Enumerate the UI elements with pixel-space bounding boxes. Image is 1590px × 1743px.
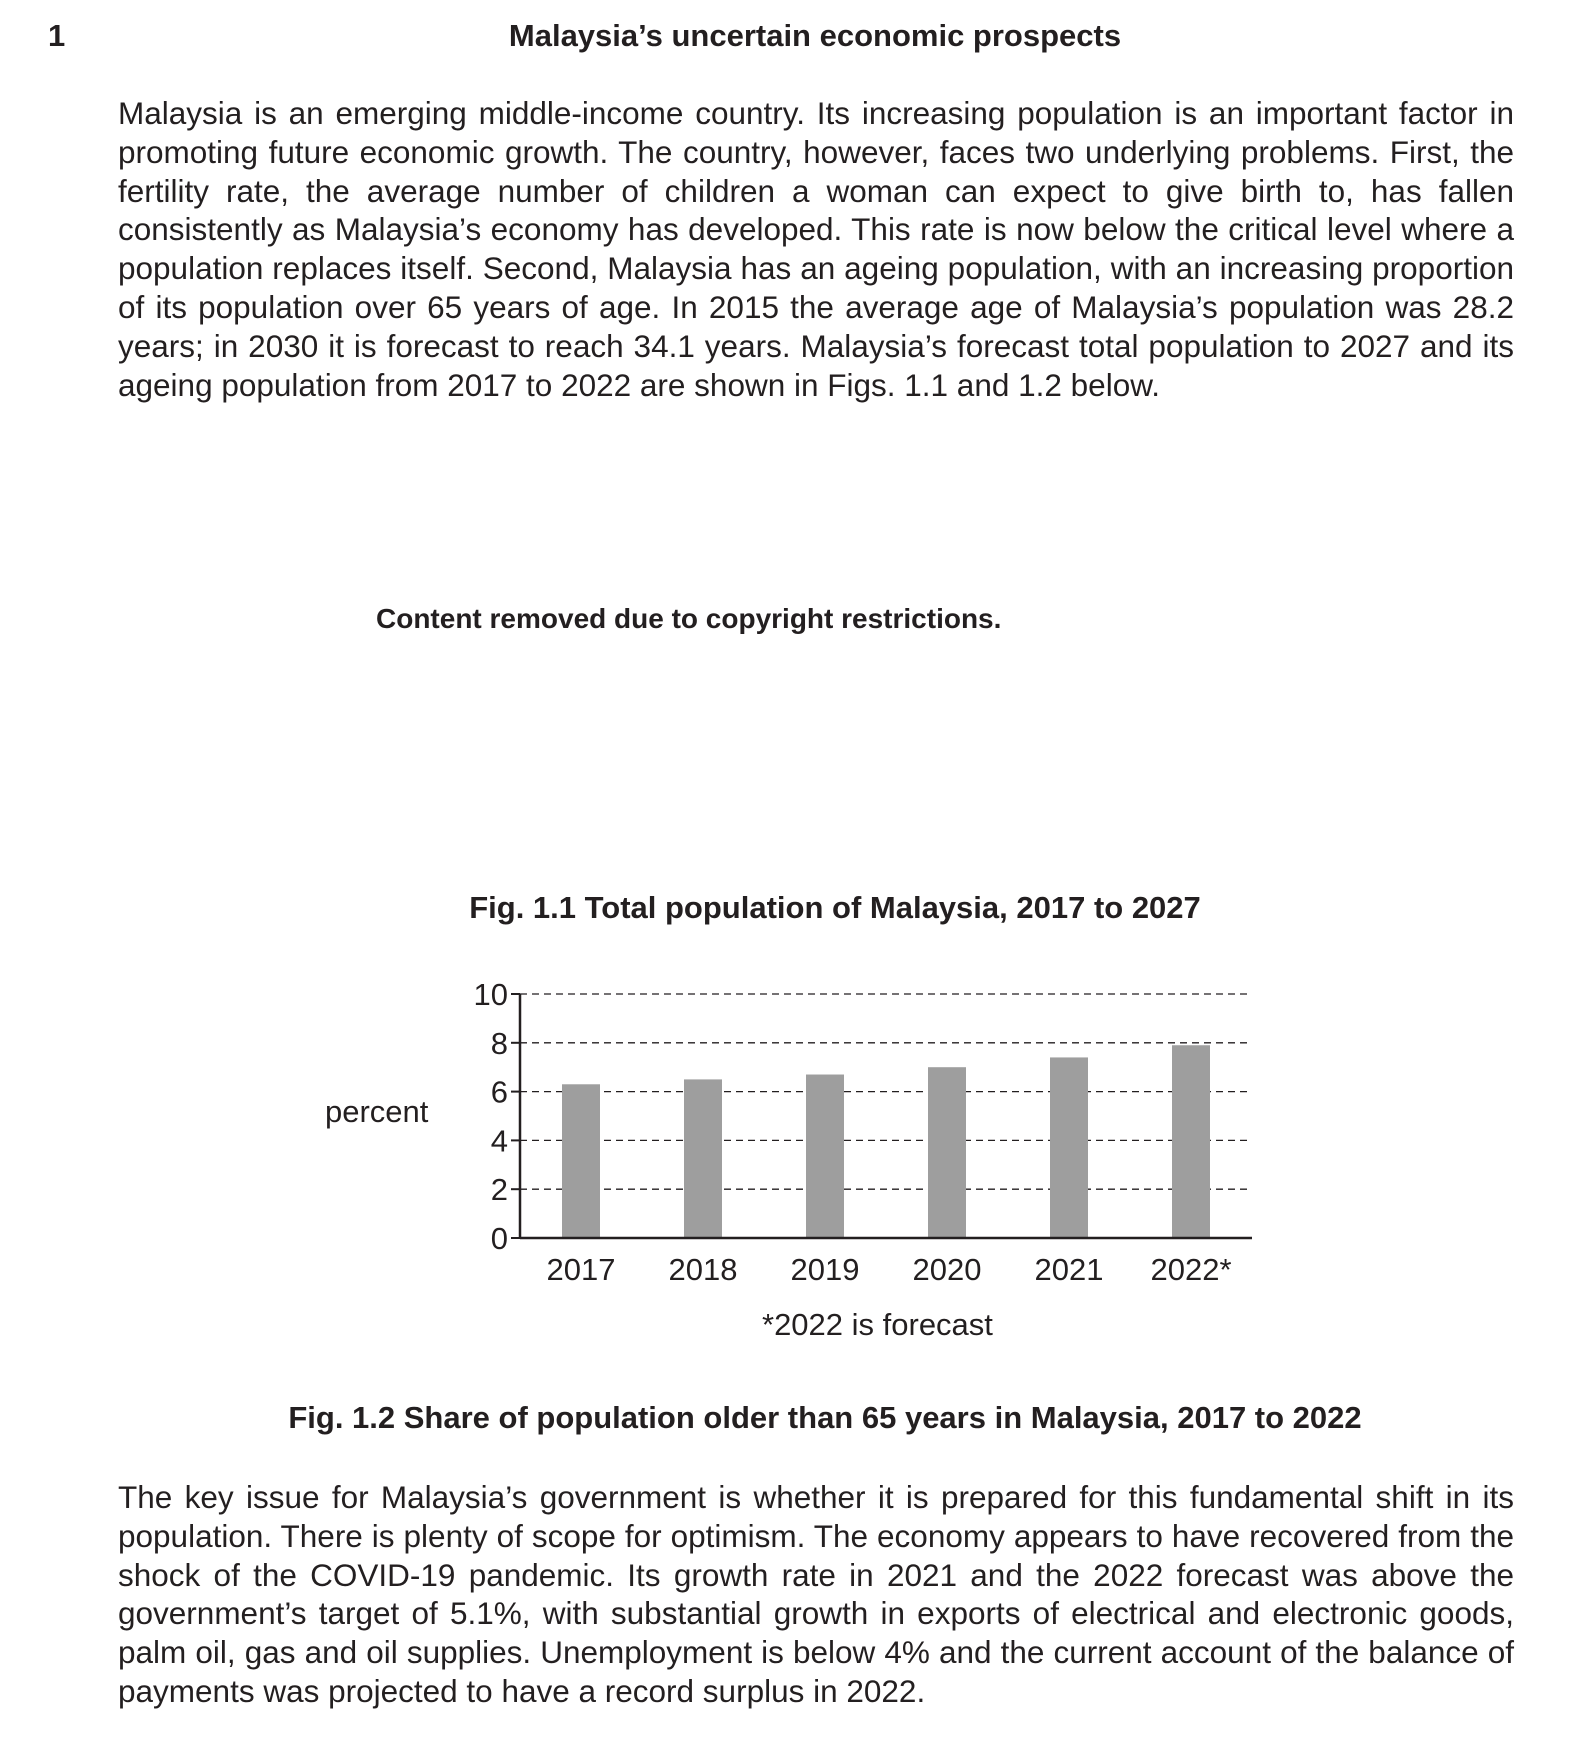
y-tick-label: 10 [473,977,508,1012]
x-tick-label: 2017 [546,1252,616,1287]
copyright-removed-notice: Content removed due to copyright restrictions. [376,603,1002,634]
conclusion-paragraph: The key issue for Malaysia’s government is whether it is prepared for this fundamental shift in its population. There is plenty of scope for optimism. The economy appears to have recovered from the shock of the COVID-19 pandemic. Its growth rate in 2021 and the 2022 forecast was above the government’s target of 5.1%, with substantial growth in exports of electrical and electronic goods, palm oil, gas and oil supplies. Unemployment is below 4% and the current account of the balance of payments was projected to have a record surplus in 2022. [118,1479,1514,1709]
intro-paragraph: Malaysia is an emerging middle-income country. Its increasing population is an important factor in promoting future economic growth. The country, however, faces two underlying problems. First, the fertility rate, the average number of children a woman can expect to give birth to, has fallen consistently as Malaysia’s economy has developed. This rate is now below the critical level where a population replaces itself. Second, Malaysia has an ageing population, with an increasing proportion of its population over 65 years of age. In 2015 the average age of Malaysia’s population was 28.2 years; in 2030 it is forecast to reach 34.1 years. Malaysia’s forecast total population to 2027 and its ageing population from 2017 to 2022 are shown in Figs. 1.1 and 1.2 below. [118,95,1514,403]
chart-bar [1172,1045,1210,1238]
page-title: Malaysia’s uncertain economic prospects [508,18,1122,53]
chart-y-axis-label: percent [325,1094,429,1129]
x-tick-label: 2020 [912,1252,982,1287]
x-tick-label: 2018 [668,1252,738,1287]
y-tick-label: 6 [490,1074,508,1110]
chart-bar [806,1075,844,1238]
chart-bar [684,1079,722,1238]
x-tick-label: 2021 [1034,1252,1104,1287]
x-tick-label: 2019 [790,1252,860,1287]
question-number: 1 [48,18,66,53]
x-tick-label: 2022* [1150,1252,1232,1287]
chart-bar [1050,1057,1088,1238]
chart-bar [562,1084,600,1238]
y-tick-label: 8 [490,1025,508,1061]
y-tick-label: 2 [490,1172,508,1208]
fig-1-1-caption: Fig. 1.1 Total population of Malaysia, 2017 to 2027 [469,890,1201,925]
chart-footnote: *2022 is forecast [762,1307,993,1342]
y-tick-label: 4 [490,1123,508,1159]
fig-1-2-caption: Fig. 1.2 Share of population older than 65 years in Malaysia, 2017 to 2022 [288,1400,1362,1435]
chart-bar [928,1067,966,1238]
y-tick-label: 0 [490,1221,508,1256]
